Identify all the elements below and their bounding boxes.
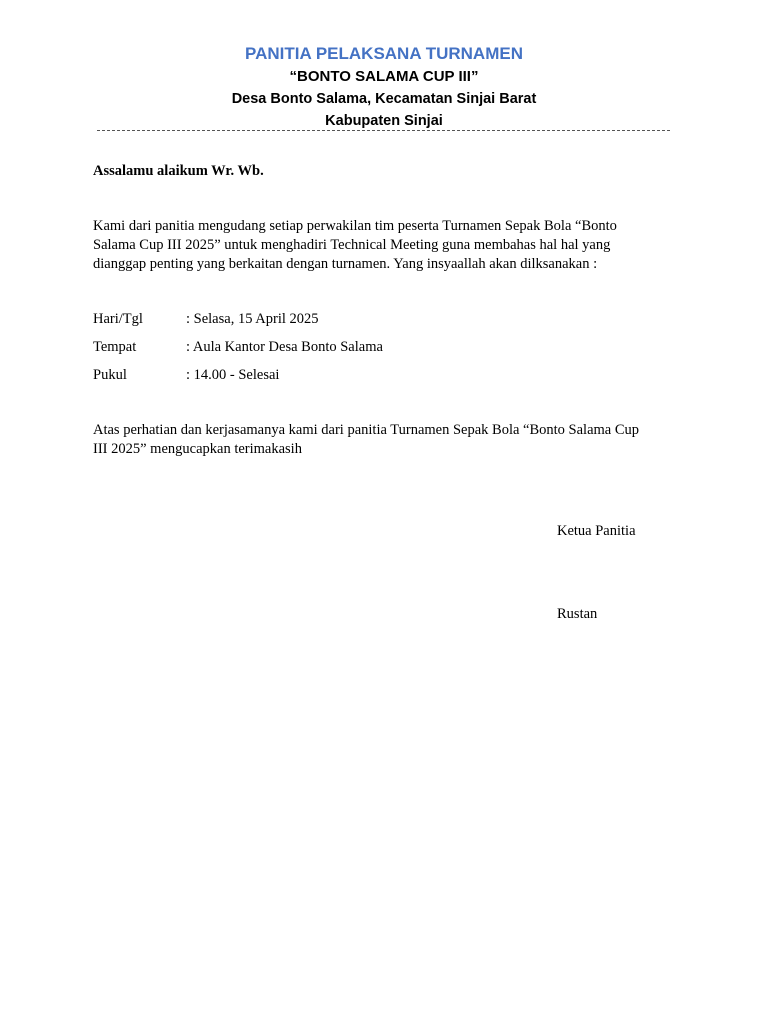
signature-title: Ketua Panitia [557, 523, 636, 539]
regency-line: Kabupaten Sinjai [325, 113, 443, 129]
signature-name: Rustan [557, 606, 598, 622]
detail-value: : 14.00 - Selesai [186, 367, 280, 383]
detail-label: Hari/Tgl [93, 311, 143, 327]
detail-row-place [93, 338, 383, 366]
greeting: Assalamu alaikum Wr. Wb. [93, 163, 264, 179]
meeting-details [93, 310, 383, 394]
detail-value: : Aula Kantor Desa Bonto Salama [186, 339, 383, 355]
closing-paragraph: Atas perhatian dan kerjasamanya kami dari panitia Turnamen Sepak Bola “Bonto Salama Cup III 2025” mengucapkan terimakasih [93, 422, 640, 457]
detail-row-time [93, 366, 383, 394]
village-line: Desa Bonto Salama, Kecamatan Sinjai Barat [231, 91, 537, 107]
detail-label: Tempat [93, 339, 137, 355]
event-title: “BONTO SALAMA CUP III” [289, 68, 479, 85]
letterhead [0, 42, 768, 132]
header-divider [97, 130, 670, 131]
intro-paragraph: Kami dari panitia mengudang setiap perwakilan tim peserta Turnamen Sepak Bola “Bonto Salama Cup III 2025” untuk menghadiri Technical Meeting guna membahas hal hal yang dianggap penting yang berkaitan dengan turnamen. Yang insyaallah akan dilksanakan : [93, 218, 617, 272]
detail-row-date [93, 310, 383, 338]
detail-value: : Selasa, 15 April 2025 [186, 311, 319, 327]
detail-label: Pukul [93, 367, 127, 383]
organization-title: PANITIA PELAKSANA TURNAMEN [245, 44, 523, 63]
